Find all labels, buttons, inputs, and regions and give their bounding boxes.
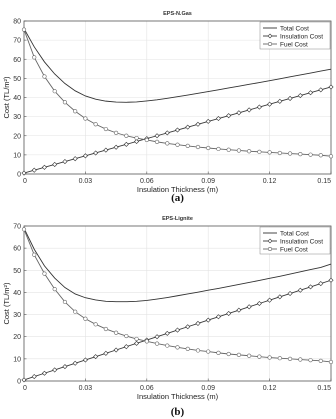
data-point-circle <box>268 356 272 360</box>
y-tick-label: 10 <box>13 356 21 364</box>
data-point-circle <box>125 334 129 338</box>
data-point-circle <box>94 323 98 327</box>
data-point-circle <box>176 143 180 147</box>
data-point-diamond <box>298 93 302 97</box>
data-point-circle <box>247 149 251 153</box>
data-point-circle <box>329 360 333 364</box>
data-point-diamond <box>73 361 77 365</box>
x-tick-label: 0.15 <box>317 178 331 185</box>
x-tick-label: 0.12 <box>262 178 277 185</box>
data-point-circle <box>217 147 221 151</box>
data-point-circle <box>196 349 200 353</box>
y-tick-label: 20 <box>13 133 21 141</box>
data-point-circle <box>43 75 47 79</box>
data-point-circle <box>268 151 272 155</box>
data-point-diamond <box>22 171 26 175</box>
data-point-diamond <box>216 116 220 120</box>
data-point-diamond <box>114 145 118 149</box>
panel-caption: (a) <box>171 192 184 204</box>
y-tick-label: 10 <box>13 152 21 160</box>
data-point-circle <box>84 117 88 121</box>
data-point-diamond <box>94 355 98 359</box>
y-tick-label: 70 <box>13 223 21 231</box>
y-tick-label: 50 <box>13 75 21 83</box>
data-point-circle <box>22 28 26 32</box>
data-point-circle <box>165 344 169 348</box>
data-point-diamond <box>227 311 231 315</box>
data-point-circle <box>217 351 221 355</box>
legend-label: Insulation Cost <box>280 238 323 246</box>
data-point-diamond <box>288 96 292 100</box>
data-point-circle <box>135 337 139 341</box>
x-tick-label: 0.03 <box>78 385 93 392</box>
data-point-circle <box>125 134 129 138</box>
data-point-diamond <box>63 159 67 163</box>
data-point-circle <box>176 346 180 350</box>
data-point-diamond <box>32 168 36 172</box>
legend-label: Total Cost <box>280 230 309 238</box>
data-point-diamond <box>196 122 200 126</box>
data-point-diamond <box>237 111 241 115</box>
x-tick-label: 0.03 <box>78 178 93 185</box>
data-point-circle <box>22 228 26 232</box>
chart-title: EPS-Lignite <box>162 216 193 222</box>
y-tick-label: 20 <box>13 334 21 342</box>
data-point-diamond <box>63 365 67 369</box>
data-point-circle <box>135 136 139 140</box>
data-point-circle <box>53 89 57 93</box>
data-point-circle <box>299 152 303 156</box>
data-point-diamond <box>278 99 282 103</box>
y-tick-label: 40 <box>13 95 21 102</box>
data-point-diamond <box>206 119 210 123</box>
legend-label: Fuel Cost <box>280 246 308 254</box>
data-point-diamond <box>329 85 333 89</box>
data-point-diamond <box>134 341 138 345</box>
data-point-circle <box>186 144 190 148</box>
y-tick-label: 40 <box>13 289 21 297</box>
data-point-circle <box>84 317 88 321</box>
data-point-circle <box>258 355 262 359</box>
data-point-circle <box>186 347 190 351</box>
data-point-circle <box>43 272 47 276</box>
data-point-diamond <box>288 291 292 295</box>
data-point-circle <box>319 359 323 363</box>
series-insulation-cost <box>22 278 333 382</box>
y-tick-label: 60 <box>13 56 21 64</box>
data-point-diamond <box>42 371 46 375</box>
series-insulation-cost <box>22 85 333 175</box>
data-point-circle <box>278 151 282 155</box>
chart-panel-1 <box>2 11 333 204</box>
data-point-circle <box>165 142 169 146</box>
data-point-circle <box>288 152 292 156</box>
data-point-diamond <box>257 105 261 109</box>
data-point-circle <box>155 342 159 346</box>
data-point-circle <box>73 109 77 113</box>
data-point-circle <box>145 138 149 142</box>
data-point-diamond <box>124 345 128 349</box>
data-point-diamond <box>73 157 77 161</box>
data-point-diamond <box>124 142 128 146</box>
data-point-diamond <box>165 131 169 135</box>
data-point-diamond <box>175 328 179 332</box>
data-point-circle <box>114 331 118 335</box>
chart-title: EPS-N.Gas <box>163 11 192 17</box>
legend-label: Insulation Cost <box>280 33 323 41</box>
y-axis-label: Cost (TL/m²) <box>2 282 11 325</box>
legend-label: Fuel Cost <box>280 41 308 49</box>
data-point-circle <box>104 327 108 331</box>
data-point-diamond <box>247 305 251 309</box>
data-point-circle <box>329 154 333 158</box>
y-tick-label: 30 <box>13 114 21 122</box>
data-point-diamond <box>257 301 261 305</box>
data-point-diamond <box>308 285 312 289</box>
y-tick-label: 70 <box>13 37 21 45</box>
y-tick-label: 30 <box>13 312 21 320</box>
legend-marker-circle <box>268 42 271 45</box>
x-axis-label: Insulation Thickness (m) <box>136 392 219 401</box>
data-point-diamond <box>155 335 159 339</box>
data-point-diamond <box>83 154 87 158</box>
data-point-circle <box>32 56 36 60</box>
data-point-circle <box>145 340 149 344</box>
data-point-circle <box>63 300 67 304</box>
data-point-circle <box>94 122 98 126</box>
y-tick-label: 60 <box>13 245 21 253</box>
data-point-circle <box>114 131 118 135</box>
data-point-diamond <box>186 325 190 329</box>
data-point-circle <box>32 253 36 257</box>
data-point-diamond <box>298 288 302 292</box>
data-point-diamond <box>42 165 46 169</box>
data-point-diamond <box>155 134 159 138</box>
x-tick-label: 0.15 <box>317 385 331 392</box>
data-point-circle <box>227 148 231 152</box>
data-point-diamond <box>186 125 190 129</box>
data-point-diamond <box>308 91 312 95</box>
legend-marker-circle <box>268 247 271 250</box>
data-point-circle <box>288 357 292 361</box>
data-point-circle <box>206 350 210 354</box>
y-tick-label: 0 <box>17 378 21 386</box>
data-point-circle <box>319 153 323 157</box>
data-point-diamond <box>268 298 272 302</box>
x-tick-label: 0.06 <box>139 178 154 185</box>
data-point-diamond <box>165 331 169 335</box>
data-point-diamond <box>216 315 220 319</box>
legend <box>260 22 330 49</box>
legend <box>260 227 330 254</box>
y-tick-label: 0 <box>17 171 21 179</box>
data-point-circle <box>309 153 313 157</box>
data-point-diamond <box>329 278 333 282</box>
x-tick-label: 0 <box>23 385 27 392</box>
data-point-diamond <box>319 281 323 285</box>
x-tick-label: 0.12 <box>262 385 277 392</box>
x-tick-label: 0.09 <box>201 385 216 392</box>
data-point-diamond <box>237 308 241 312</box>
data-point-diamond <box>319 88 323 92</box>
data-point-circle <box>227 352 231 356</box>
data-point-circle <box>247 354 251 358</box>
y-tick-label: 50 <box>13 267 21 275</box>
data-point-diamond <box>83 358 87 362</box>
data-point-circle <box>155 140 159 144</box>
data-point-diamond <box>53 162 57 166</box>
data-point-diamond <box>175 128 179 132</box>
data-point-diamond <box>227 114 231 118</box>
data-point-diamond <box>196 321 200 325</box>
data-point-diamond <box>104 148 108 152</box>
data-point-circle <box>206 146 210 150</box>
data-point-circle <box>237 149 241 153</box>
chart-panel-2 <box>2 216 333 418</box>
data-point-diamond <box>247 108 251 112</box>
data-point-circle <box>237 353 241 357</box>
y-tick-label: 80 <box>13 18 21 26</box>
data-point-circle <box>278 356 282 360</box>
data-point-circle <box>299 358 303 362</box>
data-point-diamond <box>268 102 272 106</box>
data-point-diamond <box>104 351 108 355</box>
data-point-circle <box>53 287 57 291</box>
data-point-circle <box>104 127 108 131</box>
x-tick-label: 0.09 <box>201 178 216 185</box>
legend-label: Total Cost <box>280 25 309 33</box>
data-point-diamond <box>206 318 210 322</box>
data-point-circle <box>258 150 262 154</box>
data-point-circle <box>73 310 77 314</box>
x-tick-label: 0 <box>23 178 27 185</box>
x-tick-label: 0.06 <box>139 385 154 392</box>
y-axis-label: Cost (TL/m²) <box>2 76 11 119</box>
data-point-diamond <box>94 151 98 155</box>
x-axis-label: Insulation Thickness (m) <box>136 185 219 194</box>
data-point-diamond <box>53 368 57 372</box>
data-point-circle <box>309 358 313 362</box>
panel-caption: (b) <box>170 406 185 418</box>
data-point-circle <box>63 100 67 104</box>
data-point-diamond <box>32 374 36 378</box>
data-point-circle <box>196 145 200 149</box>
data-point-diamond <box>278 295 282 299</box>
data-point-diamond <box>114 348 118 352</box>
